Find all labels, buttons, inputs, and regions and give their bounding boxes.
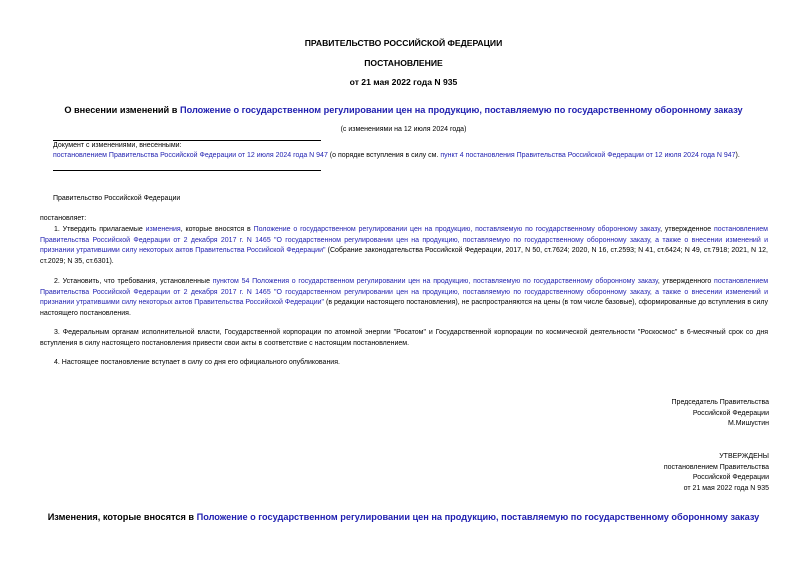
p1-link-resolution-1465[interactable]: постановлением Правительства Российской Федерации от 2 декабря 2017 г. N 1465 "О государственном регулировании цен на продукцию, поставляемую по государственному оборонному заказу, а также о внесении изменений и признании утратившими силу некоторых актов Правительства Российской Федерации" xyxy=(40,226,768,254)
signature-position: Председатель Правительства xyxy=(671,399,769,406)
changes-title-prefix: Изменения, которые вносятся в xyxy=(47,512,197,522)
paragraph-2 xyxy=(40,277,768,319)
approval-line-4: от 21 мая 2022 года N 935 xyxy=(683,484,769,492)
p3-text: 3. Федеральным органам исполнительной власти, Государственной корпорации по атомной энергии "Росатом" и Государственной корпорации по космической деятельности "Роскосмос" в 6-месячный срок со дня вступления в силу настоящего постановления привести свои акты в соответствие с настоящим постановлением. xyxy=(40,329,768,347)
p2-text-a: 2. Установить, что требования, установленные xyxy=(54,278,213,285)
changes-title-link[interactable]: Положение о государственном регулировании цен на продукцию, поставляемую по государственному оборонному заказу xyxy=(196,512,760,522)
changes-label: Документ с изменениями, внесенными: xyxy=(53,142,182,149)
title-prefix: О внесении изменений в xyxy=(64,105,180,115)
changes-mid-text: (о порядке вступления в силу см. xyxy=(327,152,441,159)
issuer-line: Правительство Российской Федерации xyxy=(53,195,181,202)
p2-link-resolution-1465[interactable]: постановлением Правительства Российской Федерации от 2 декабря 2017 г. N 1465 "О государственном регулировании цен на продукцию, поставляемую по государственному оборонному заказу, а также о внесении изменений и признании утратившими силу некоторых актов Правительства Российской Федерации" xyxy=(40,278,769,306)
p1-link-regulation[interactable]: Положение о государственном регулировании цен на продукцию, поставляемую по государственному оборонному заказу xyxy=(253,226,661,233)
signature-block xyxy=(672,398,769,430)
resolves-line: постановляет: xyxy=(40,215,87,222)
changes-links xyxy=(53,151,773,161)
changes-title xyxy=(0,512,807,522)
changes-block xyxy=(53,141,773,161)
p2-text-b: , утвержденного xyxy=(657,278,715,285)
document-type: ПОСТАНОВЛЕНИЕ xyxy=(364,58,443,68)
p1-text-b: , которые вносятся в xyxy=(180,226,254,233)
p1-text-d: (Собрание законодательства Российской Федерации, 2017, N 50, ст.7624; 2020, N 16, ст.2593; N 41, ст.6424; N 49, ст.7918; 2021, N 12, ст.2029; N 35, ст.6301). xyxy=(40,247,769,265)
p1-link-changes[interactable]: изменения xyxy=(145,226,181,233)
title-link[interactable]: Положение о государственном регулировании цен на продукцию, поставляемую по государственному оборонному заказу xyxy=(179,105,743,115)
p1-text-a: 1. Утвердить прилагаемые xyxy=(54,226,146,233)
document-date-number: от 21 мая 2022 года N 935 xyxy=(349,77,458,87)
p2-text-c: (в редакции настоящего постановления), не распространяются на цены (в том числе базовые), сформированные до вступления в силу настоящего постановления. xyxy=(40,299,769,317)
government-heading: ПРАВИТЕЛЬСТВО РОССИЙСКОЙ ФЕДЕРАЦИИ xyxy=(304,38,503,48)
p4-text: 4. Настоящее постановление вступает в силу со дня его официального опубликования. xyxy=(54,359,340,366)
document-title xyxy=(0,105,807,115)
p1-text-c: , утвержденное xyxy=(660,226,715,233)
paragraph-1 xyxy=(40,225,768,267)
paragraph-4 xyxy=(40,358,768,369)
approval-heading: УТВЕРЖДЕНЫ xyxy=(719,453,769,460)
approval-line-2: постановлением Правительства xyxy=(663,463,769,471)
changes-bottom-rule xyxy=(53,170,321,171)
changes-link-resolution[interactable]: постановлением Правительства Российской Федерации от 12 июля 2024 года N 947 xyxy=(53,152,328,159)
paragraph-3 xyxy=(40,328,768,349)
p2-link-point54[interactable]: пунктом 54 Положения о государственном регулировании цен на продукцию, поставляемую по государственному оборонному заказу xyxy=(212,278,658,285)
revision-note: (с изменениями на 12 июля 2024 года) xyxy=(340,126,467,133)
approval-block xyxy=(664,452,769,494)
signature-country: Российской Федерации xyxy=(692,409,769,417)
signature-name: М.Мишустин xyxy=(727,420,769,427)
changes-link-point4[interactable]: пункт 4 постановления Правительства Российской Федерации от 12 июля 2024 года N 947 xyxy=(440,152,736,159)
approval-line-3: Российской Федерации xyxy=(692,474,769,481)
changes-end-text: ). xyxy=(735,152,740,159)
